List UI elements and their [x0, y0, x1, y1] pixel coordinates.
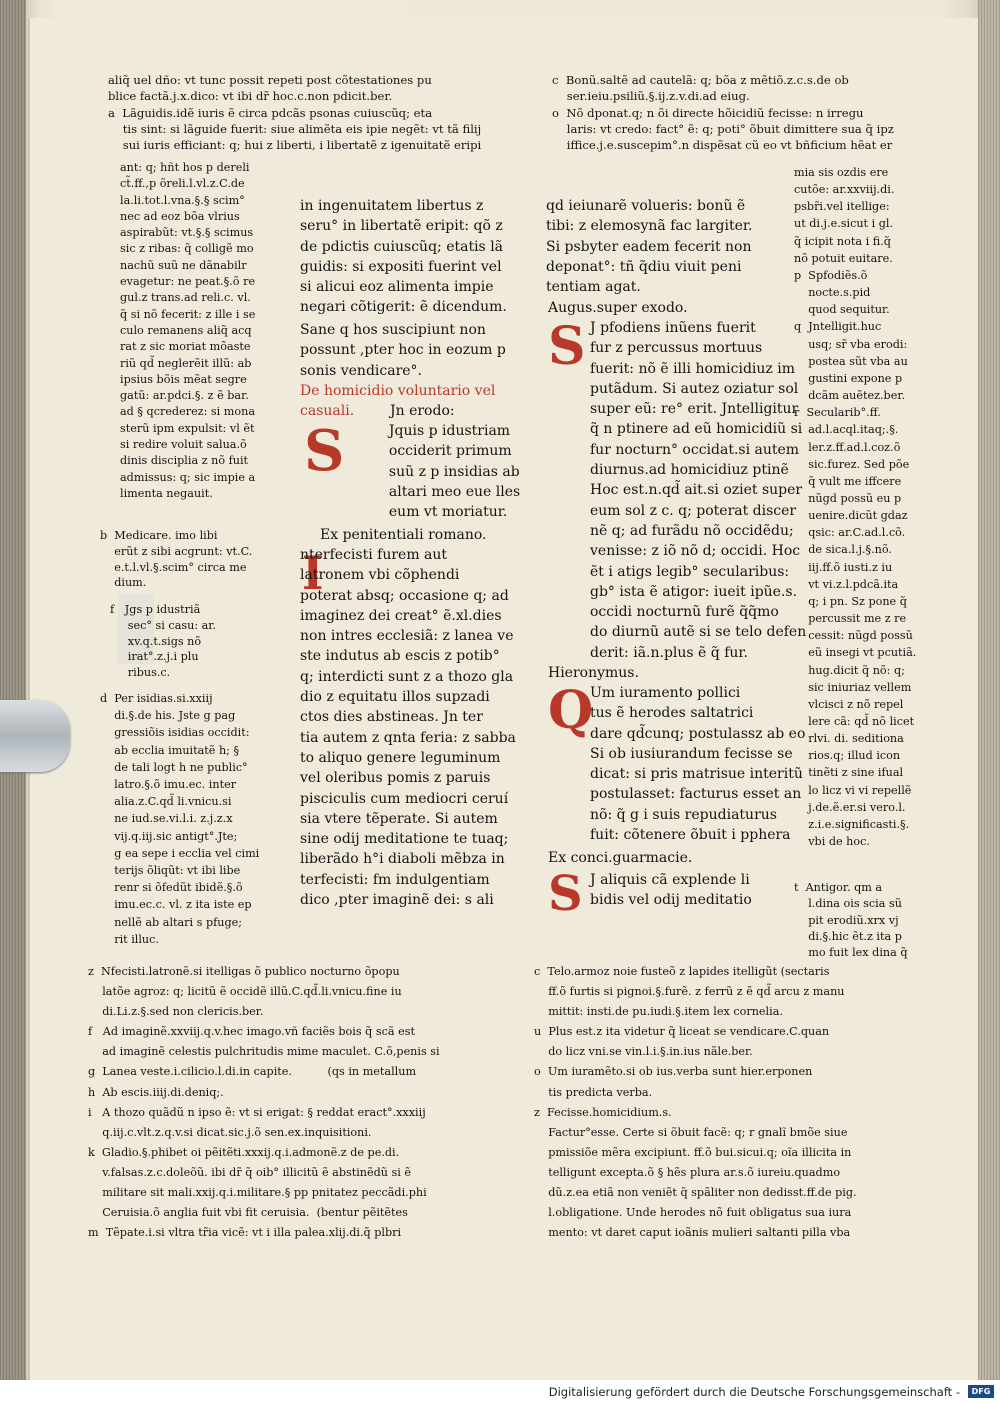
gloss-top-right: c Bonũ.saltẽ ad cautelã: q; bõa z mẽtiõ.z.c.s.de ob ser.ieiu.psiliũ.§.ij.z.v.di.ad eiug. o Nõ dponat.q; n õi directe hõicidiũ fecisse: n irregu laris: vt credo: fact° ẽ: q; poti° õbuit dimittere sua q̃ ipz iffice.j.e.suscepim°.n dispẽsat cũ eo vt bñficium hẽat er — [552, 73, 894, 153]
heading-penitentiale: Ex penitentiali romano. — [320, 527, 487, 543]
heading-conc-guarmacie: Ex conci.guarmacie. — [548, 850, 693, 866]
main-column-1-para-1: in ingenuitatem libertus z seru° in libertatẽ eripit: qõ z de pdictis cuiuscũq; etatis lã guidis: si expositi fuerint vel si alicui eoz alimenta impie negari cõtigerit: ẽ dicendum. — [300, 198, 507, 316]
section-heading-homicidio: De homicidio voluntario vel casuali. — [300, 383, 496, 420]
gloss-bottom-right: c Telo.armoz noie fusteõ z lapides itelligũt (sectaris ff.õ furtis si pignoi.§.furẽ. z ferrũ z ẽ qd̃ arcu z manu mittit: insti.de pu.iudi.§.item lex cornelia. u Plus est.z ita videtur q̃ liceat se vendicare.C.quan do licz vni.se vin.l.i.§.in.ius nãle.ber. o Um iuramẽto.si ob ius.verba sunt hier.erponen tis predicta verba. z Fecisse.homicidium.s. Factur°esse. Certe si õbuit facẽ: q; r gnalĩ bmõe siue pmissiõe mẽra excipiunt. ff.õ bui.sicui.q; oĩa illicita in telligunt excepta.õ § hẽs plura ar.s.õ iureiu.quadmo dũ.z.ea etiã non veniẽt q̃ spãliter non dedisst.ff.de pig. l.obligatione. Unde herodes nõ fuit obligatus sua iura mento: vt daret caput ioãnis mulieri saltanti pilla vba — [534, 965, 857, 1240]
heading-in-exodo: Jn erodo: — [390, 403, 455, 419]
initial-S-3: S — [548, 866, 583, 922]
gloss-right-t: t Antigor. qm a l.dina ois scia sũ pit erodiũ.xrx vj di.§.hic ẽt.z ita p mo fuit lex dina q̃ — [794, 881, 908, 960]
initial-Q: Q — [548, 680, 594, 741]
initial-S-2: S — [548, 316, 586, 377]
main-column-1-exodus-quote: Jquis p idustriam occiderit primum suũ z p insidias ab altari meo eue lles eum vt moriatur. — [388, 423, 521, 521]
main-column-2-para-1: qd ieiunarẽ volueris: bonũ ẽ tibi: z elemosynã fac largiter. Si psbyter eadem fecerit non deponat°: tñ q̃diu viuit peni tentiam agat. — [546, 198, 753, 296]
main-column-1-penitentiale: nterfecisti furem aut latronem vbi cõphendi poterat absq; occasione q; ad imaginez dei creat° ẽ.xl.dies non intres ecclesiã: z lanea ve ste indutus ab escis z potib° q; interdicti sunt z a thozo gla dio z equitatu illos supzadi ctos dies abstineas. Jn ter tia autem z qnta feria: z sabba to aliquo genere leguminum vel oleribus pomis z paruis pisciculis cum mediocri ceruí sia vtere tẽperate. Si autem sine odij meditatione te tuaq; liberãdo h°i diaboli mẽbza in terfecisti: fm indulgentiam dico ,pter imaginẽ dei: s ali — [300, 547, 516, 909]
main-column-1-para-2: Sane q hos suscipiunt non possunt ,pter hoc in eozum p sonis vendicare°. — [300, 322, 506, 379]
initial-I: I — [302, 546, 324, 600]
main-column-2-jerome: Um iuramento pollici tus ẽ herodes saltatrici dare qd̃cunq; postulassz ab eo Si ob iusiurandum fecisse se dicat: si pris matrisue interitũ postulasset: facturus esset an nõ: q̃ g i suis repudiaturus fuit: cõtenere õbuit i pphera — [590, 685, 806, 844]
footer-bar — [0, 1380, 1000, 1403]
gloss-left-b: b Medicare. imo libi erũt z sibi acgrunt: vt.C. e.t.l.vl.§.scim° circa me dium. — [100, 529, 253, 590]
gloss-bottom-left: z Nfecisti.latronẽ.si itelligas õ publico nocturno õpopu latõe agroz: q; licitũ ẽ occidẽ illũ.C.qd̃.li.vnicu.fine iu di.Li.z.§.sed non clericis.ber. f Ad imaginẽ.xxviij.q.v.hec imago.vñ faciẽs bois q̃ scã est ad imaginẽ celestis pulchritudis mime maculet. C.õ,penis si g Lanea veste.i.cilicio.l.di.in capite. (qs in metallum h Ab escis.iiij.di.deniq;. i A thozo quãdũ n ipso ẽ: vt si erigat: § reddat eract°.xxxiij q.iij.c.vlt.z.q.v.si dicat.sic.j.õ sen.ex.inquisitioni. k Gladio.§.phibet oi pẽitẽti.xxxij.q.i.admonẽ.z de pe.di. v.falsas.z.c.doleõũ. ibi dr̃ q̃ oib° illicitũ ẽ abstinẽdũ si ẽ militare sit mali.xxij.q.i.militare.§ pp pnitatez peccãdi.phi Ceruisia.õ anglia fuit vbi fit ceruisia. (bentur pẽitẽtes m Tẽpate.i.si vltra tr̃ia vicẽ: vt i illa palea.xlij.di.q̃ plbri — [88, 965, 440, 1240]
dfg-logo: DFG — [968, 1385, 994, 1398]
gloss-left-f: f Jgs p idustriã sec° si casu: ar. xv.q.t.sigs nõ irat°.z.j.i plu ribus.c. — [110, 603, 216, 680]
heading-hieronymus: Hieronymus. — [548, 665, 639, 681]
main-column-2-augustine: J pfodiens inũens fuerit fur z percussus mortuus fuerit: nõ ẽ illi homicidiuz im putãdum. Si autez oziatur sol super eũ: re° erit. Jntelligitur q̃ n ptinere ad eũ homicidiũ si fur nocturn° occidat.si autem diurnus.ad homicidiuz ptinẽ Hoc est.n.qd̃ ait.si oziet super eum sol z c. q; poterat discer nẽ q; ad furãdu nõ occidẽdu; venisse: z iõ nõ d; occidi. Hoc ẽt i atigs legib° secularibus: gb° ista ẽ atigor: iueit ipũe.s. occidi nocturnũ furẽ q̃q̃mo do diurnũ autẽ si se telo defen derit: iã.n.plus ẽ q̃ fur. — [590, 320, 807, 661]
gloss-left-column: ant: q; hñt hos p dereli ct̃.ff.,p õreli.l.vl.z.C.de la.li.tot.l.vna.§.§ scim° nec ad eoz bõa vlrius aspirabũt: vt.§.§ scimus sic z ribas: q̃ colligẽ mo nachũ suũ ne dãnabilr evagetur: ne peat.§.õ re gul.z trans.ad reli.c. vl. q̃ si nõ fecerit: z ille i se culo remanens aliq̃ acq rat z sic moriat mõaste riũ qd̃ neglerẽit illũ: ab ipsius bõis mẽat segre gatũ: ar.pdci.§. z ẽ bar. ad § qcrederez: si mona sterũ ipm expulsit: vl ẽt si redire voluit salua.õ dinis disciplia z nõ fuit admissus: q; sic impie a limenta negauit. — [120, 161, 256, 500]
gloss-left-d: d Per isidias.si.xxiij di.§.de his. Jste g pag gressiõis isidias occidit: ab ecclia imuitatẽ h; § de tali logt h ne public° latro.§.õ imu.ec. inter alia.z.C.qd̃ li.vnicu.si ne iud.se.vi.l.i. z.j.z.x vij.q.iij.sic antigt°.Jte; g ea sepe i ecclia vel cimi terijs õliqũt: vt ibi libe renr si õfedũt ibidẽ.§.õ imu.ec.c. vl. z ita iste ep nellẽ ab altari s pfuge; rit illuc. — [100, 692, 260, 946]
page-stack-left — [0, 0, 26, 1380]
page-clip — [0, 700, 70, 772]
main-column-2-worms: J aliquis cã explende li bidis vel odij meditatio — [590, 872, 752, 909]
gloss-right-column: mia sis ozdis ere cutõe: ar.xxviij.di. psbr̃i.vel itellige: ut di.j.e.sicut i gl. q̃ icipit nota i fi.q̃ nõ potuit euitare. p Spfodiẽs.õ nocte.s.pid quod sequitur. q Jntelligit.huc usq; sr̃ vba erodi: postea sũt vba au gustini expone p dcãm auẽtez.ber. r Secularib°.ff. ad.l.acql.itaq;.§. ler.z.ff.ad.l.coz.õ sic.furez. Sed põe q̃ vult me iffcere nũgd possũ eu p uenire.dicũt gdaz qsic: ar.C.ad.l.cõ. de sica.l.j.§.nõ. iij.ff.õ iusti.z iu vt vi.z.l.pdcã.ita q; i pn. Sz pone q̃ percussit me z re cessit: nũgd possũ eũ insegi vt pcutiã. hug.dicit q̃ nõ: q; sic iniuriaz vellem vlcisci z nõ repel lere cã: qd̃ nõ licet rlvi. di. seditiona rios.q; illud icon tinẽti z sine ifual lo licz vi vi repellẽ j.de.ẽ.er.si vero.l. z.i.e.significasti.§. vbi de hoc. — [794, 166, 917, 849]
heading-augustinus: Augus.super exodo. — [548, 300, 688, 316]
gloss-top-left: aliq̃ uel dño: vt tunc possit repeti post cõtestationes pu blice factã.j.x.dico: vt ibi dr̃ hoc.c.non pdicit.ber. a Lãguidis.idẽ iuris ẽ circa pdcãs psonas cuiuscũq; eta tis sint: si lãguide fuerit: siue alimẽta eis ipie negẽt: vt tã filij sui iuris efficiant: q; hui z liberti, i libertatẽ z igenuitatẽ eripi — [108, 73, 482, 153]
page-stack-right — [978, 0, 1000, 1380]
initial-S: S — [304, 418, 345, 484]
footer-credit: Digitalisierung gefördert durch die Deutsche Forschungsgemeinschaft - — [548, 1385, 960, 1399]
